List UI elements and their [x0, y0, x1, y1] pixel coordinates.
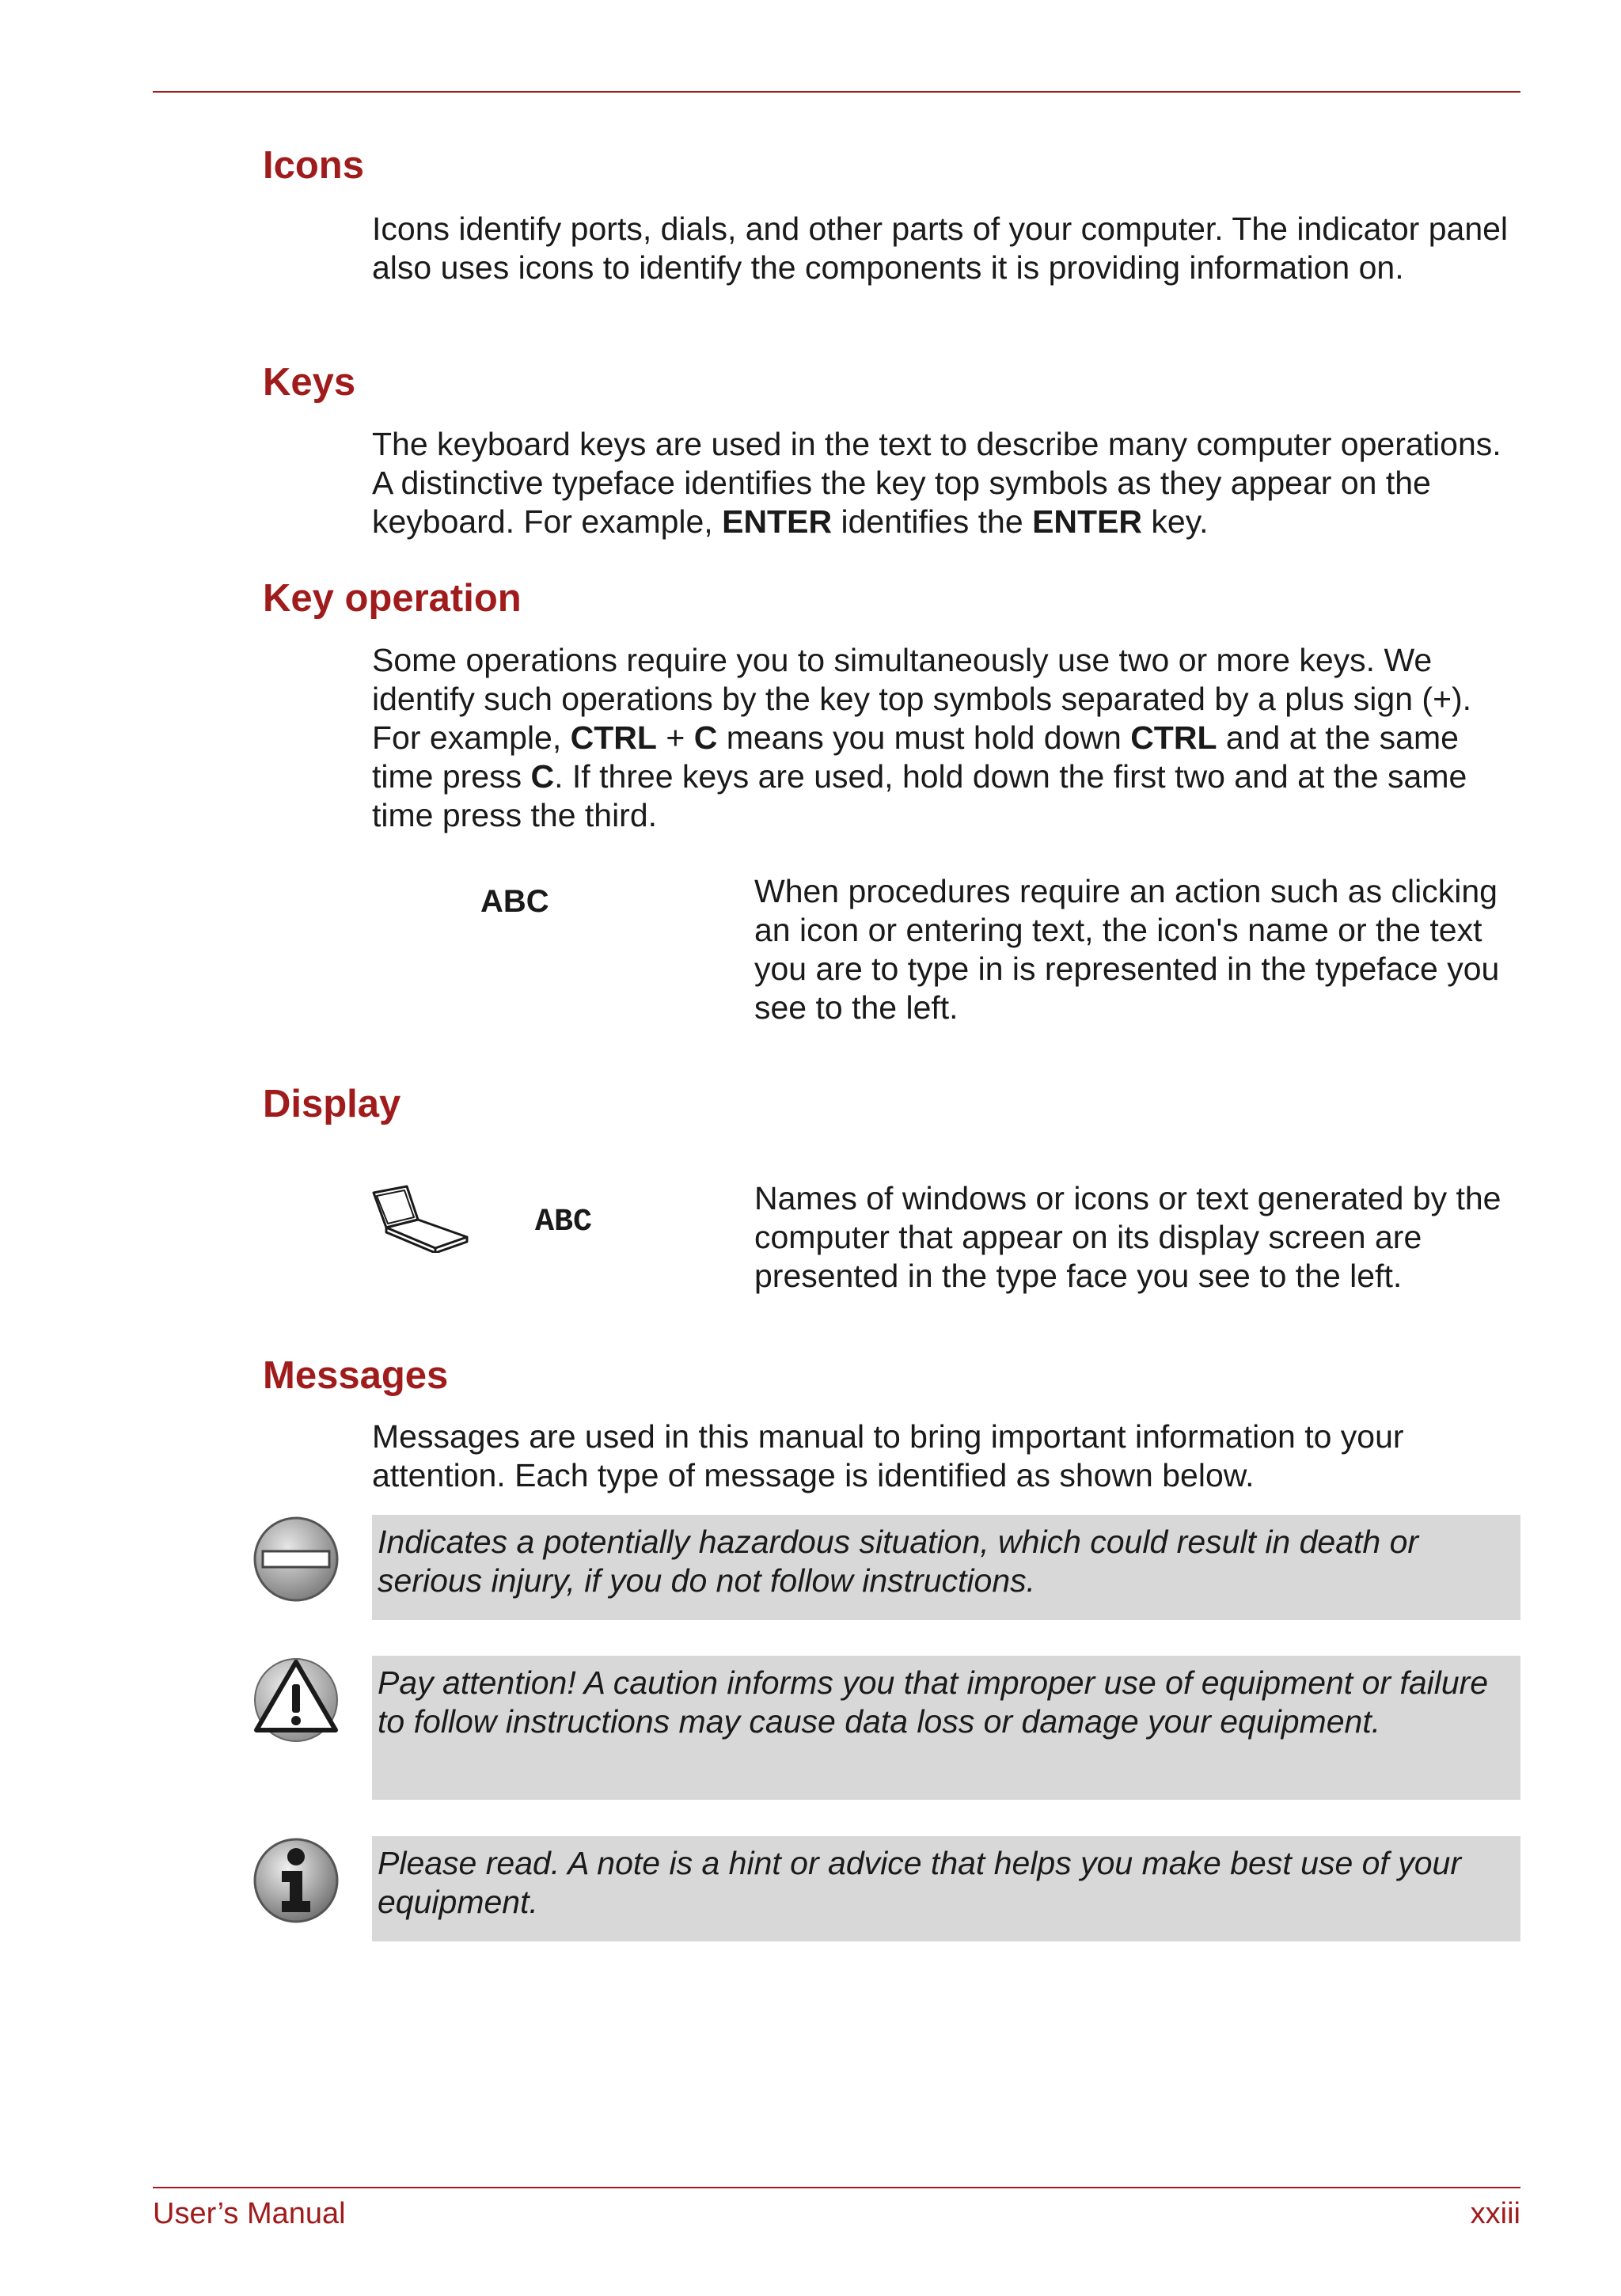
section-heading-icons: Icons [263, 144, 364, 187]
caution-icon [252, 1656, 340, 1744]
caution-message-text: Pay attention! A caution informs you that improper use of equipment or failure to follow instructions may cause data loss or damage your equipment. [378, 1664, 1489, 1740]
key-operation-paragraph [372, 641, 1524, 835]
danger-message [372, 1515, 1520, 1620]
typeface-example-description: When procedures require an action such as clicking an icon or entering text, the icon's name or the text you are to type in is represented in the typeface you see to the left. [754, 873, 1500, 1026]
key-ctrl: CTRL [570, 719, 657, 756]
keys-text-2: identifies the [832, 503, 1033, 540]
footer-page-number: xxiii [1470, 2197, 1520, 2230]
key-enter: ENTER [722, 503, 833, 540]
key-operation-text-4: . If three keys are used, hold down the first two and at the same time press the third. [372, 758, 1467, 833]
section-heading-messages: Messages [263, 1354, 449, 1397]
typeface-example-label: ABC [480, 884, 549, 919]
laptop-icon [369, 1185, 472, 1253]
caution-message [372, 1656, 1520, 1800]
icons-paragraph: Icons identify ports, dials, and other parts of your computer. The indicator panel also uses icons to identify the components it is providing information on. [372, 211, 1509, 286]
key-operation-text-2: means you must hold down [717, 719, 1131, 756]
key-operation-text-3: and at the same time press [372, 719, 1459, 795]
key-c: C [693, 719, 718, 756]
display-typeface-example-label: ABC [535, 1205, 593, 1240]
key-enter-2: ENTER [1032, 503, 1143, 540]
danger-message-text: Indicates a potentially hazardous situation, which could result in death or serious injury, if you do not follow instructions. [378, 1524, 1419, 1599]
key-operation-text-1: Some operations require you to simultaneously use two or more keys. We identify such operations by the key top symbols separated by a plus sign (+). For example, [372, 642, 1472, 756]
info-message-text: Please read. A note is a hint or advice that helps you make best use of your equipment. [378, 1845, 1461, 1920]
key-ctrl-2: CTRL [1130, 719, 1217, 756]
footer-rule [153, 2187, 1520, 2188]
keys-paragraph [372, 425, 1524, 541]
key-c-2: C [530, 758, 555, 795]
section-heading-display: Display [263, 1083, 401, 1125]
display-example-description: Names of windows or icons or text generated by the computer that appear on its display screen are presented in the type face you see to the left. [754, 1180, 1501, 1294]
section-heading-keys: Keys [263, 361, 356, 404]
header-rule [153, 91, 1520, 93]
info-message [372, 1836, 1520, 1941]
key-plus: + [656, 719, 694, 756]
footer-manual-title: User’s Manual [153, 2197, 346, 2230]
keys-text-3: key. [1142, 503, 1209, 540]
danger-icon [252, 1515, 340, 1603]
info-icon [252, 1836, 340, 1925]
messages-paragraph: Messages are used in this manual to bring important information to your attention. Each type of message is identified as shown below. [372, 1418, 1404, 1493]
keys-text-1: The keyboard keys are used in the text to describe many computer operations. A distinctive typeface identifies the key top symbols as they appear on the keyboard. For example, [372, 426, 1501, 540]
section-heading-key-operation: Key operation [263, 577, 522, 620]
